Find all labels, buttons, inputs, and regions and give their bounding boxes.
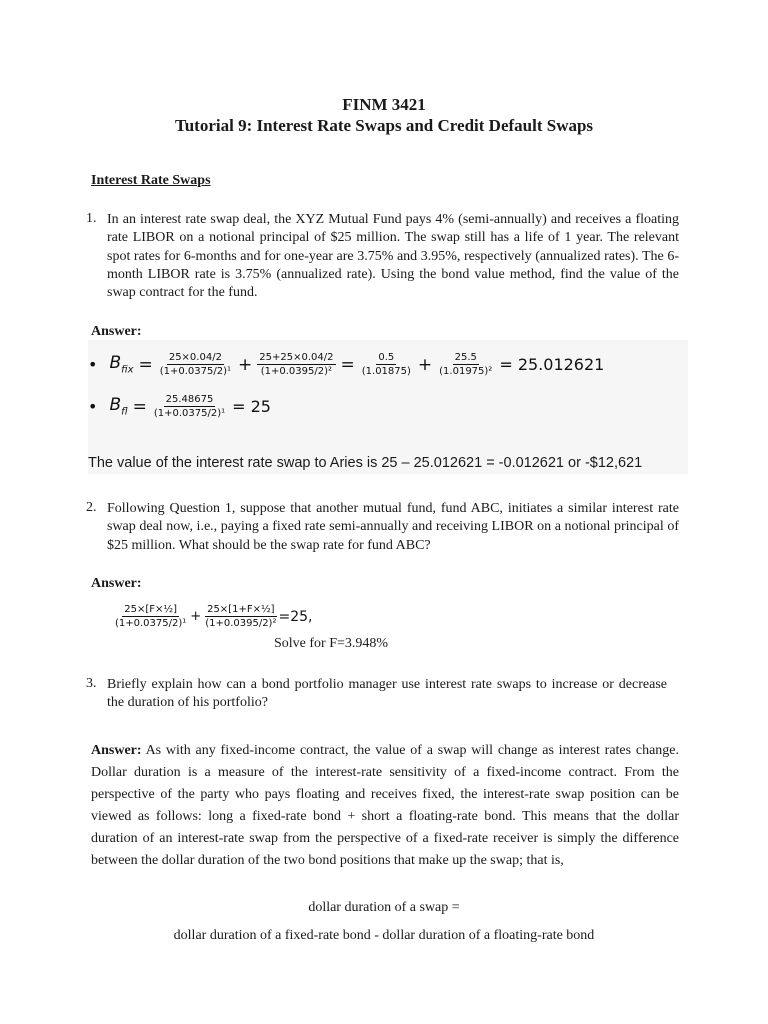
answer-3-paragraph — [91, 740, 679, 872]
bullet-icon: • — [88, 397, 98, 416]
bfl-result: = 25 — [232, 397, 271, 416]
swap-rate-result: =25, — [278, 608, 313, 625]
answer-3-text: As with any fixed-income contract, the value of a swap will change as interest rates change. Dollar duration is a measure of the interest-rate sensitivity of a fixed-income contract. From the perspective of the party who pays floating and receives fixed, the interest-rate swap position can be viewed as follows: long a fixed-rate bond + short a floating-rate bond. This means that the dollar duration of an interest-rate swap from the perspective of a fixed-rate receiver is simply the difference between the dollar duration of the two bond positions that make up the swap; that is, — [91, 743, 680, 868]
swap-rate-term-1: $\frac{\text{25×[F×½]}}{\text{(1+0.0375/2)¹}}$ — [115, 604, 187, 629]
dollar-duration-equation-line-1: dollar duration of a swap = — [308, 900, 460, 915]
answer-2-formula: $\frac{\text{25×[F×½]}}{\text{(1+0.0375/2)¹}}$ + $\frac{\text{25×[1+F×½]}}{\text{(1+0.0395/2)²}}$ =25, — [115, 604, 313, 629]
bfix-term-1: $\frac{25\times 0.04/2}{\text{(1+0.0375/2)¹}}$ — [159, 352, 232, 377]
question-2-number: 2. — [86, 500, 97, 515]
bfl-term: $\frac{25.48675}{\text{(1+0.0375/2)¹}}$ — [153, 394, 226, 419]
question-2-text: Following Question 1, suppose that another mutual fund, fund ABC, initiates a similar interest rate swap deal now, i.e., paying a fixed rate semi-annually and receiving LIBOR on a notional principal of $25 million. What should be the swap rate for fund ABC? — [107, 501, 679, 553]
question-1-number: 1. — [86, 211, 97, 226]
section-heading: Interest Rate Swaps — [91, 173, 211, 188]
question-3-number: 3. — [86, 676, 97, 691]
tutorial-title: Tutorial 9: Interest Rate Swaps and Credit Default Swaps — [174, 116, 594, 135]
bfl-formula: • $B_{fl}$ = $\frac{25.48675}{\text{(1+0.0375/2)¹}}$ = 25 — [88, 394, 271, 419]
question-3-text: Briefly explain how can a bond portfolio manager use interest rate swaps to increase or decrease the duration of his portfolio? — [107, 677, 667, 711]
bfix-term-2: $\frac{25+25\times 0.04/2}{\text{(1+0.0395/2)²}}$ — [259, 352, 334, 377]
bfix-symbol: $B_{fix}$ — [109, 353, 134, 376]
bullet-icon: • — [88, 355, 98, 374]
answer-1-label: Answer: — [91, 324, 142, 339]
question-1-text: In an interest rate swap deal, the XYZ Mutual Fund pays 4% (semi-annually) and receives a floating rate LIBOR on a notional principal of $25 million. The swap still has a life of 1 year. The relevant spot rates for 6-months and for one-year are 3.75% and 3.95%, respectively (annualized rates). The 6-month LIBOR rate is 3.75% (annualized rate). Using the bond value method, find the value of the swap contract for the fund. — [107, 212, 679, 301]
answer-1-formula-block — [88, 340, 688, 474]
bfl-symbol: $B_{fl}$ — [109, 395, 128, 418]
swap-rate-term-2: $\frac{\text{25×[1+F×½]}}{\text{(1+0.0395/2)²}}$ — [205, 604, 277, 629]
answer-2-label: Answer: — [91, 576, 142, 591]
dollar-duration-equation-line-2: dollar duration of a fixed-rate bond - dollar duration of a floating-rate bond — [173, 928, 595, 943]
swap-value-statement: The value of the interest rate swap to Aries is 25 – 25.012621 = -0.012621 or -$12,621 — [88, 455, 643, 471]
bfix-term-4: $\frac{25.5}{\text{(1.01975)²}}$ — [439, 352, 493, 377]
bfix-term-3: $\frac{0.5}{(1.01875)}$ — [361, 352, 411, 377]
swap-rate-solution: Solve for F=3.948% — [274, 636, 389, 651]
course-title: FINM 3421 — [342, 95, 426, 114]
answer-3-label: Answer: — [91, 743, 142, 758]
bfix-formula: • $B_{fix}$ = $\frac{25\times 0.04/2}{\text{(1+0.0375/2)¹}}$ + $\frac{25+25\times 0.04/2}{\text{(1+0.0395/2)²}}$ = $\frac{0.5}{(1.01875)}$ + $\frac{25.5}{\text{(1.01975)²}}$ = 25.012621 — [88, 352, 605, 377]
bfix-result: = 25.012621 — [499, 355, 605, 374]
